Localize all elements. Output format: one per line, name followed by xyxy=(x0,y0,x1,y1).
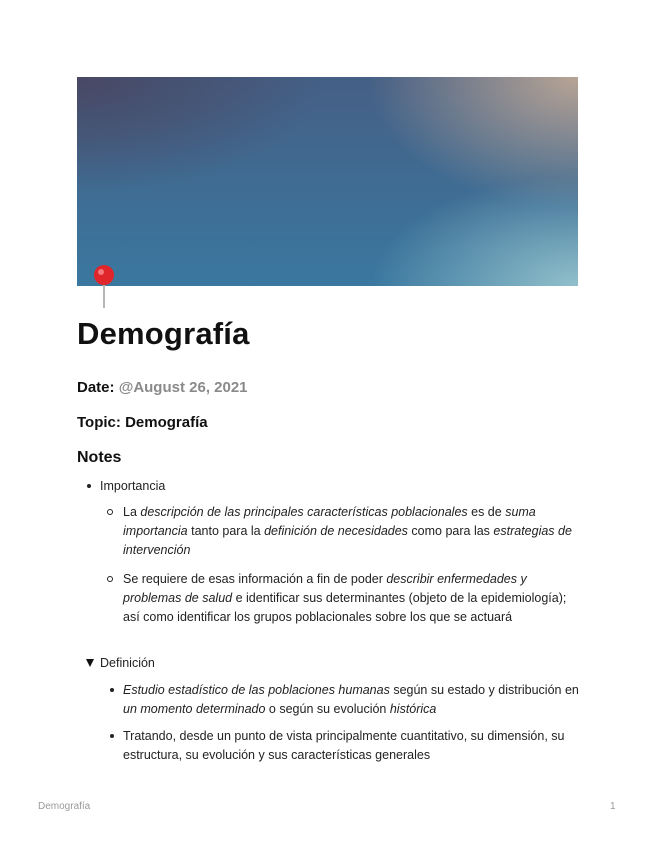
list-item-importancia: Importancia xyxy=(100,479,166,493)
cover-image xyxy=(77,77,578,286)
footer-page-name: Demografía xyxy=(38,801,91,812)
pushpin-icon xyxy=(92,264,116,310)
bullet-dot-icon xyxy=(110,688,114,692)
toggle-definicion[interactable]: Definición xyxy=(100,656,155,670)
bullet-dot-icon xyxy=(87,484,91,488)
paragraph-definicion-1: Estudio estadístico de las poblaciones humanas según su estado y distribución en un momento determinado o según su evolución histórica xyxy=(123,683,579,716)
topic-label: Topic: xyxy=(77,414,121,431)
topic-value: Demografía xyxy=(125,414,208,431)
bullet-circle-icon xyxy=(107,509,113,515)
date-property xyxy=(77,379,248,396)
paragraph-importancia-1: La descripción de las principales características poblacionales es de suma importancia tanto para la definición de necesidades como para las estrategias de intervención xyxy=(123,505,572,557)
footer-page-number: 1 xyxy=(610,801,616,812)
bullet-dot-icon xyxy=(110,734,114,738)
date-mention[interactable]: @August 26, 2021 xyxy=(118,379,248,396)
topic-property xyxy=(77,414,208,431)
paragraph-definicion-2: Tratando, desde un punto de vista principalmente cuantitativo, su dimensión, su estructura, su evolución y sus características generales xyxy=(123,729,565,762)
paragraph-importancia-2: Se requiere de esas información a fin de poder describir enfermedades y problemas de salud e identificar sus determinantes (objeto de la epidemiología); así como identificar los grupos poblacionales sobre los que se actuará xyxy=(123,572,567,624)
page-title: Demografía xyxy=(77,316,250,351)
notes-heading: Notes xyxy=(77,449,122,466)
toggle-triangle-icon[interactable] xyxy=(86,659,94,667)
bullet-circle-icon xyxy=(107,576,113,582)
date-label: Date: xyxy=(77,379,115,396)
